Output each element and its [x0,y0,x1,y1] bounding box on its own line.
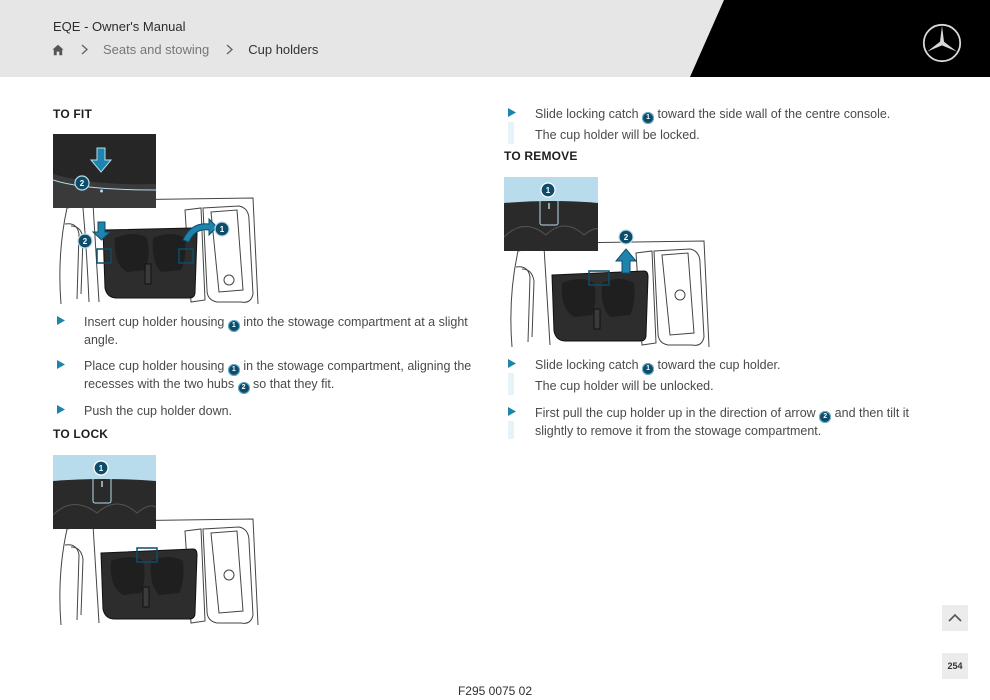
step-text: Slide locking catch [535,358,639,372]
heading-to-lock: TO LOCK [53,427,109,441]
svg-text:1: 1 [545,186,551,195]
chevron-right-icon [225,44,234,55]
step-text: into the stowage compartment at a slight angle. [84,315,468,347]
step-text: First pull the cup holder up in the direction of arrow [535,406,816,420]
step-text: Push the cup holder down. [84,404,233,418]
step-text: and then tilt it slightly to remove it from the stowage compartment. [535,406,910,438]
svg-text:1: 1 [98,464,104,473]
remove-step-1 [535,357,915,395]
step-text: Slide locking catch [535,107,639,121]
figure-code: F295 0075 02 [457,684,533,698]
step-badge: 1 [228,364,240,376]
lock-step-1 [535,106,915,144]
scroll-to-top-button[interactable] [942,605,968,631]
remove-step-2 [535,405,915,440]
figure-badge [215,222,229,236]
step-arrow-icon [508,359,516,368]
step-badge: 2 [238,382,250,394]
figure-badge [78,234,92,248]
step-badge: 1 [642,112,654,124]
step-arrow-icon [508,407,516,416]
step-arrow-icon [508,108,516,117]
svg-text:1: 1 [219,225,225,234]
step-badge: 2 [819,411,831,423]
fit-step-3 [84,403,474,420]
step-text: toward the cup holder. [657,358,781,372]
breadcrumb [52,42,318,57]
step-arrow-icon [57,405,65,414]
step-note: The cup holder will be locked. [535,128,700,142]
chevron-up-icon [942,605,968,631]
svg-text:2: 2 [82,237,88,246]
svg-text:2: 2 [79,179,85,188]
chevron-right-icon [80,44,89,55]
page-number[interactable]: 254 [942,653,968,679]
step-text: so that they fit. [253,377,335,391]
figure-badge [541,183,555,197]
figure-fit-cup-holder [53,134,263,306]
step-text: in the stowage compartment, aligning the recesses with the two hubs [84,359,472,391]
breadcrumb-seats-and-stowing[interactable]: Seats and stowing [103,42,210,57]
figure-remove-cup-holder [504,177,714,349]
figure-badge [75,176,89,190]
step-text: Place cup holder housing [84,359,225,373]
step-text: toward the side wall of the centre console. [657,107,891,121]
home-icon[interactable] [52,44,64,56]
figure-badge [619,230,633,244]
page-header [0,0,990,77]
note-bar [508,421,514,439]
step-text: Insert cup holder housing [84,315,225,329]
heading-to-remove: TO REMOVE [504,149,578,163]
heading-to-fit: TO FIT [53,107,92,121]
step-arrow-icon [57,360,65,369]
manual-title: EQE - Owner's Manual [53,19,186,34]
note-bar [508,122,514,144]
step-badge: 1 [228,320,240,332]
figure-lock-cup-holder [53,455,263,627]
note-bar [508,373,514,395]
breadcrumb-cup-holders: Cup holders [248,42,319,57]
step-badge: 1 [642,363,654,375]
step-note: The cup holder will be unlocked. [535,379,714,393]
fit-step-2 [84,358,474,394]
svg-text:2: 2 [623,233,629,242]
step-arrow-icon [57,316,65,325]
figure-badge [94,461,108,475]
mercedes-star-logo-icon[interactable] [922,23,962,63]
fit-step-1 [84,314,474,349]
